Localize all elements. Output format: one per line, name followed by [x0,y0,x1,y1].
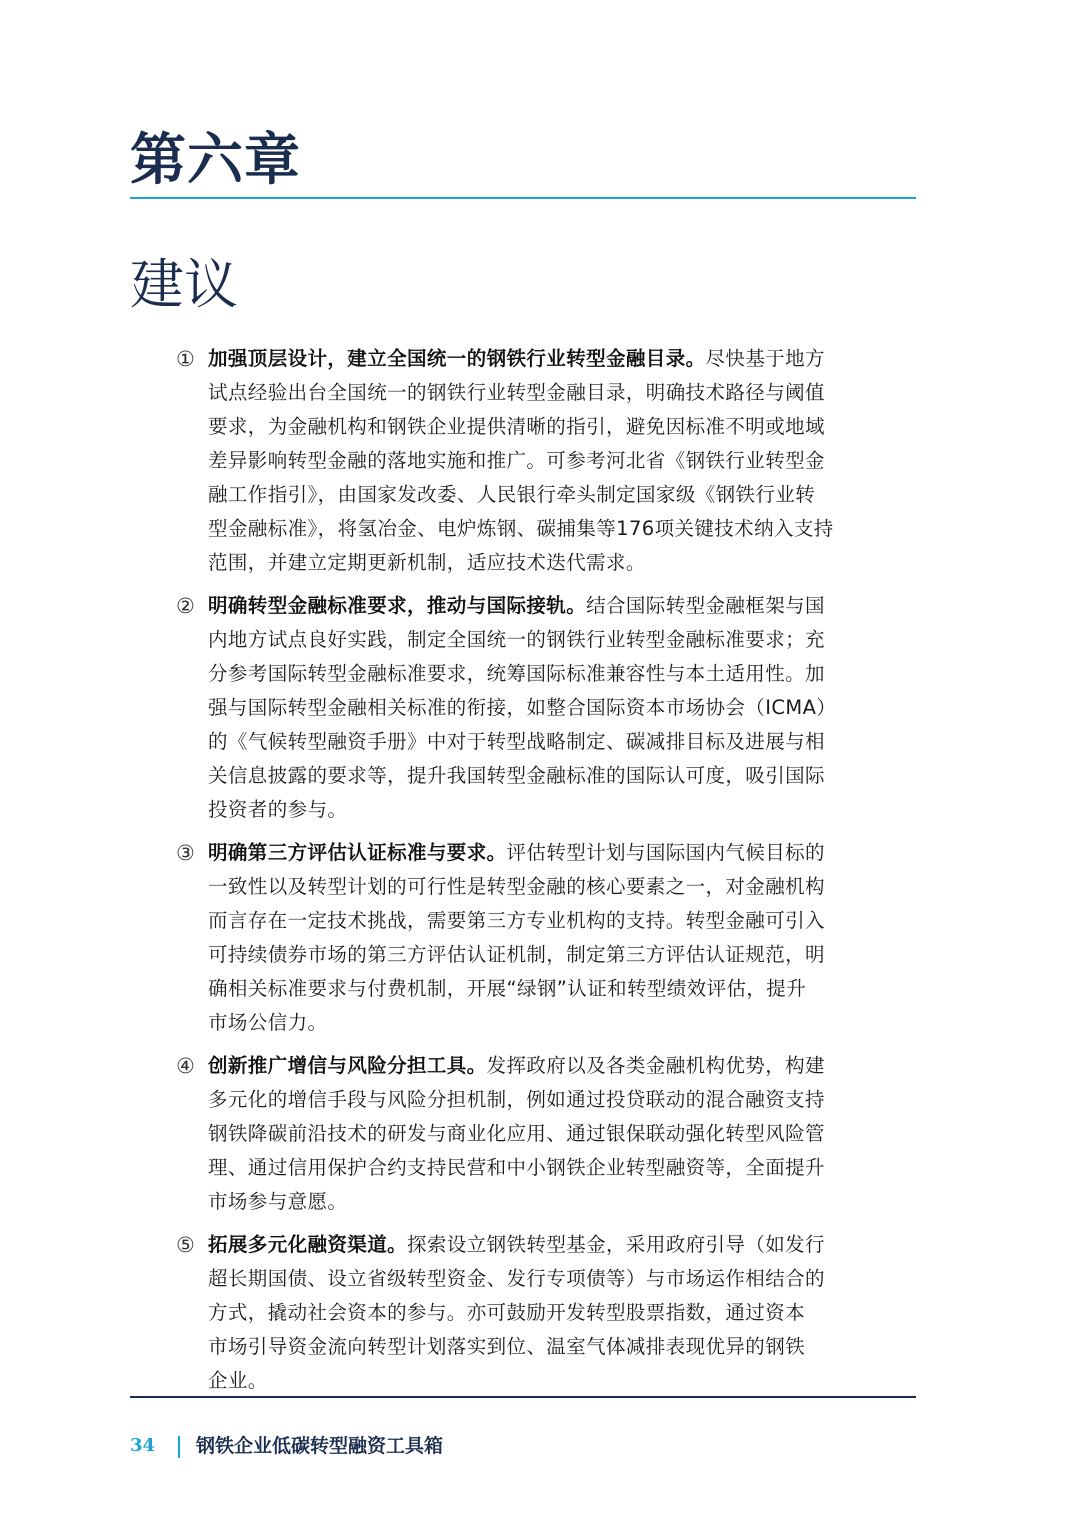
footer-divider [130,1396,916,1398]
item-line: 钢铁降碳前沿技术的研发与商业化应用、通过银保联动强化转型风险管 [208,1122,825,1145]
item-line [208,589,921,623]
item-line: 市场公信力。 [208,1011,328,1034]
chapter-heading: 第六章 [130,128,301,193]
recommendation-item-5 [176,1228,921,1398]
page-number: 34 [130,1435,156,1456]
item-line [208,836,921,870]
recommendation-item-3 [176,836,921,1040]
item-line: 而言存在一定技术挑战，需要第三方专业机构的支持。转型金融可引入 [208,909,825,932]
recommendation-item-1 [176,342,921,580]
item-line: 一致性以及转型计划的可行性是转型金融的核心要素之一，对金融机构 [208,875,825,898]
item-line: 多元化的增信手段与风险分担机制，例如通过投贷联动的混合融资支持 [208,1088,825,1111]
item-number: ③ [176,841,195,865]
item-number: ④ [176,1054,195,1078]
item-line: 内地方试点良好实践，制定全国统一的钢铁行业转型金融标准要求；充 [208,628,825,651]
item-number: ① [176,347,195,371]
item-line: 融工作指引》，由国家发改委、人民银行牵头制定国家级《钢铁行业转 [208,483,816,506]
item-line: 可持续债券市场的第三方评估认证机制，制定第三方评估认证规范，明 [208,943,825,966]
recommendation-item-2 [176,589,921,827]
item-line [208,342,921,376]
item-line: 超长期国债、设立省级转型资金、发行专项债等）与市场运作相结合的 [208,1267,825,1290]
item-line: 的《气候转型融资手册》中对于转型战略制定、碳减排目标及进展与相 [208,730,825,753]
item-line: 市场参与意愿。 [208,1190,348,1213]
item-line: 要求，为金融机构和钢铁企业提供清晰的指引，避免因标准不明或地域 [208,415,825,438]
item-line [208,1228,921,1262]
item-lead: 创新推广增信与风险分担工具。 [208,1054,487,1077]
item-line: 关信息披露的要求等，提升我国转型金融标准的国际认可度，吸引国际 [208,764,825,787]
item-text: 发挥政府以及各类金融机构优势，构建 [486,1054,825,1077]
item-line: 市场引导资金流向转型计划落实到位、温室气体减排表现优异的钢铁 [208,1335,806,1358]
item-lead: 加强顶层设计，建立全国统一的钢铁行业转型金融目录。 [208,347,706,370]
item-line: 企业。 [208,1369,268,1392]
item-line: 差异影响转型金融的落地实施和推广。可参考河北省《钢铁行业转型金 [208,449,825,472]
recommendation-list [176,342,921,1407]
section-title: 建议 [130,253,238,316]
item-line: 确相关标准要求与付费机制，开展“绿钢”认证和转型绩效评估，提升 [208,977,807,1000]
item-line [208,1049,921,1083]
item-line: 理、通过信用保护合约支持民营和中小钢铁企业转型融资等，全面提升 [208,1156,825,1179]
item-lead: 拓展多元化融资渠道。 [208,1233,408,1256]
item-number: ⑤ [176,1233,195,1257]
item-line: 试点经验出台全国统一的钢铁行业转型金融目录，明确技术路径与阈值 [208,381,825,404]
footer-separator [178,1436,180,1458]
item-line: 范围，并建立定期更新机制，适应技术迭代需求。 [208,551,646,574]
chapter-divider [130,197,916,199]
item-lead: 明确第三方评估认证标准与要求。 [208,841,507,864]
item-line: 方式，撬动社会资本的参与。亦可鼓励开发转型股票指数，通过资本 [208,1301,806,1324]
item-number: ② [176,594,195,618]
item-line: 投资者的参与。 [208,798,348,821]
footer-book-title: 钢铁企业低碳转型融资工具箱 [196,1435,444,1457]
item-lead: 明确转型金融标准要求，推动与国际接轨。 [208,594,587,617]
item-line: 强与国际转型金融相关标准的衔接，如整合国际资本市场协会（ICMA） [208,696,837,719]
recommendation-item-4 [176,1049,921,1219]
item-line: 型金融标准》，将氢冶金、电炉炼钢、碳捕集等176项关键技术纳入支持 [208,517,834,540]
item-text: 结合国际转型金融框架与国 [586,594,825,617]
item-text: 评估转型计划与国际国内气候目标的 [506,841,825,864]
item-line: 分参考国际转型金融标准要求，统筹国际标准兼容性与本土适用性。加 [208,662,825,685]
item-text: 探索设立钢铁转型基金，采用政府引导（如发行 [407,1233,825,1256]
item-text: 尽快基于地方 [705,347,825,370]
